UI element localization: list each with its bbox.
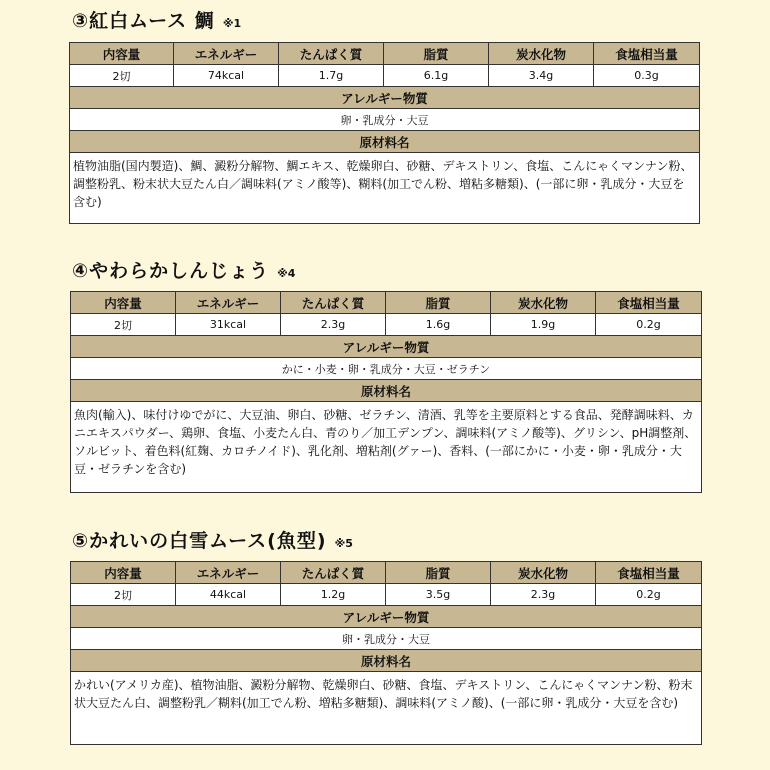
header-row bbox=[71, 292, 702, 314]
header-cell: 食塩相当量 bbox=[596, 292, 702, 314]
header-cell: エネルギー bbox=[174, 43, 279, 65]
product-note: ※5 bbox=[334, 537, 353, 550]
value-cell: 2切 bbox=[71, 314, 176, 336]
product-note: ※4 bbox=[277, 267, 296, 280]
allergen-value: 卵・乳成分・大豆 bbox=[70, 109, 700, 131]
header-cell: 内容量 bbox=[71, 562, 176, 584]
value-cell: 1.7g bbox=[279, 65, 384, 87]
value-cell: 2切 bbox=[70, 65, 174, 87]
allergen-value: かに・小麦・卵・乳成分・大豆・ゼラチン bbox=[71, 358, 702, 380]
allergen-header: アレルギー物質 bbox=[70, 87, 700, 109]
header-cell: 炭水化物 bbox=[491, 292, 596, 314]
header-cell: 内容量 bbox=[70, 43, 174, 65]
value-cell: 74kcal bbox=[174, 65, 279, 87]
product-name: ④やわらかしんじょう bbox=[72, 260, 270, 282]
product-name: ⑤かれいの白雪ムース(魚型) bbox=[72, 530, 327, 552]
header-row bbox=[70, 43, 700, 65]
header-cell: エネルギー bbox=[176, 562, 281, 584]
ingredients-header: 原材料名 bbox=[71, 650, 702, 672]
value-row bbox=[71, 314, 702, 336]
value-cell: 44kcal bbox=[176, 584, 281, 606]
header-cell: 脂質 bbox=[386, 562, 491, 584]
allergen-header: アレルギー物質 bbox=[71, 606, 702, 628]
value-cell: 2.3g bbox=[491, 584, 596, 606]
value-cell: 2.3g bbox=[281, 314, 386, 336]
header-cell: 食塩相当量 bbox=[596, 562, 702, 584]
allergen-value: 卵・乳成分・大豆 bbox=[71, 628, 702, 650]
nutrition-table bbox=[69, 42, 700, 224]
product-name: ③紅白ムース 鯛 bbox=[72, 10, 215, 32]
value-row bbox=[70, 65, 700, 87]
product-title bbox=[72, 256, 295, 283]
ingredients-value: かれい(アメリカ産)、植物油脂、澱粉分解物、乾燥卵白、砂糖、食塩、デキストリン、こんにゃくマンナン粉、粉末状大豆たん白、調整粉乳／糊料(加工でん粉、増粘多糖類)、調味料(アミノ酸)、(一部に卵・乳成分・大豆を含む) bbox=[71, 672, 702, 745]
header-cell: たんぱく質 bbox=[281, 292, 386, 314]
nutrition-table bbox=[70, 291, 702, 493]
value-cell: 31kcal bbox=[176, 314, 281, 336]
value-cell: 1.9g bbox=[491, 314, 596, 336]
header-cell: 内容量 bbox=[71, 292, 176, 314]
ingredients-header: 原材料名 bbox=[70, 131, 700, 153]
ingredients-header: 原材料名 bbox=[71, 380, 702, 402]
header-cell: 炭水化物 bbox=[489, 43, 594, 65]
header-row bbox=[71, 562, 702, 584]
value-cell: 0.2g bbox=[596, 314, 702, 336]
value-cell: 0.3g bbox=[594, 65, 700, 87]
value-cell: 3.5g bbox=[386, 584, 491, 606]
value-cell: 3.4g bbox=[489, 65, 594, 87]
nutrition-table bbox=[70, 561, 702, 745]
ingredients-value: 魚肉(輸入)、味付けゆでがに、大豆油、卵白、砂糖、ゼラチン、清酒、乳等を主要原料とする食品、発酵調味料、カニエキスパウダー、鶏卵、食塩、小麦たん白、青のり／加工デンプン、調味料(アミノ酸等)、グリシン、pH調整剤、ソルビット、着色料(紅麹、カロチノイド)、乳化剤、増粘剤(グァー)、香料、(一部にかに・小麦・卵・乳成分・大豆・ゼラチンを含む) bbox=[71, 402, 702, 493]
product-title bbox=[72, 6, 241, 33]
value-cell: 1.2g bbox=[281, 584, 386, 606]
header-cell: 食塩相当量 bbox=[594, 43, 700, 65]
product-note: ※1 bbox=[222, 17, 242, 30]
header-cell: 脂質 bbox=[386, 292, 491, 314]
value-cell: 6.1g bbox=[384, 65, 489, 87]
value-cell: 0.2g bbox=[596, 584, 702, 606]
header-cell: たんぱく質 bbox=[279, 43, 384, 65]
header-cell: 炭水化物 bbox=[491, 562, 596, 584]
ingredients-value: 植物油脂(国内製造)、鯛、澱粉分解物、鯛エキス、乾燥卵白、砂糖、デキストリン、食塩、こんにゃくマンナン粉、調整粉乳、粉末状大豆たん白／調味料(アミノ酸等)、糊料(加工でん粉、増粘多糖類)、(一部に卵・乳成分・大豆を含む) bbox=[70, 153, 700, 224]
value-row bbox=[71, 584, 702, 606]
product-title bbox=[72, 526, 353, 553]
header-cell: エネルギー bbox=[176, 292, 281, 314]
allergen-header: アレルギー物質 bbox=[71, 336, 702, 358]
header-cell: たんぱく質 bbox=[281, 562, 386, 584]
value-cell: 2切 bbox=[71, 584, 176, 606]
header-cell: 脂質 bbox=[384, 43, 489, 65]
value-cell: 1.6g bbox=[386, 314, 491, 336]
